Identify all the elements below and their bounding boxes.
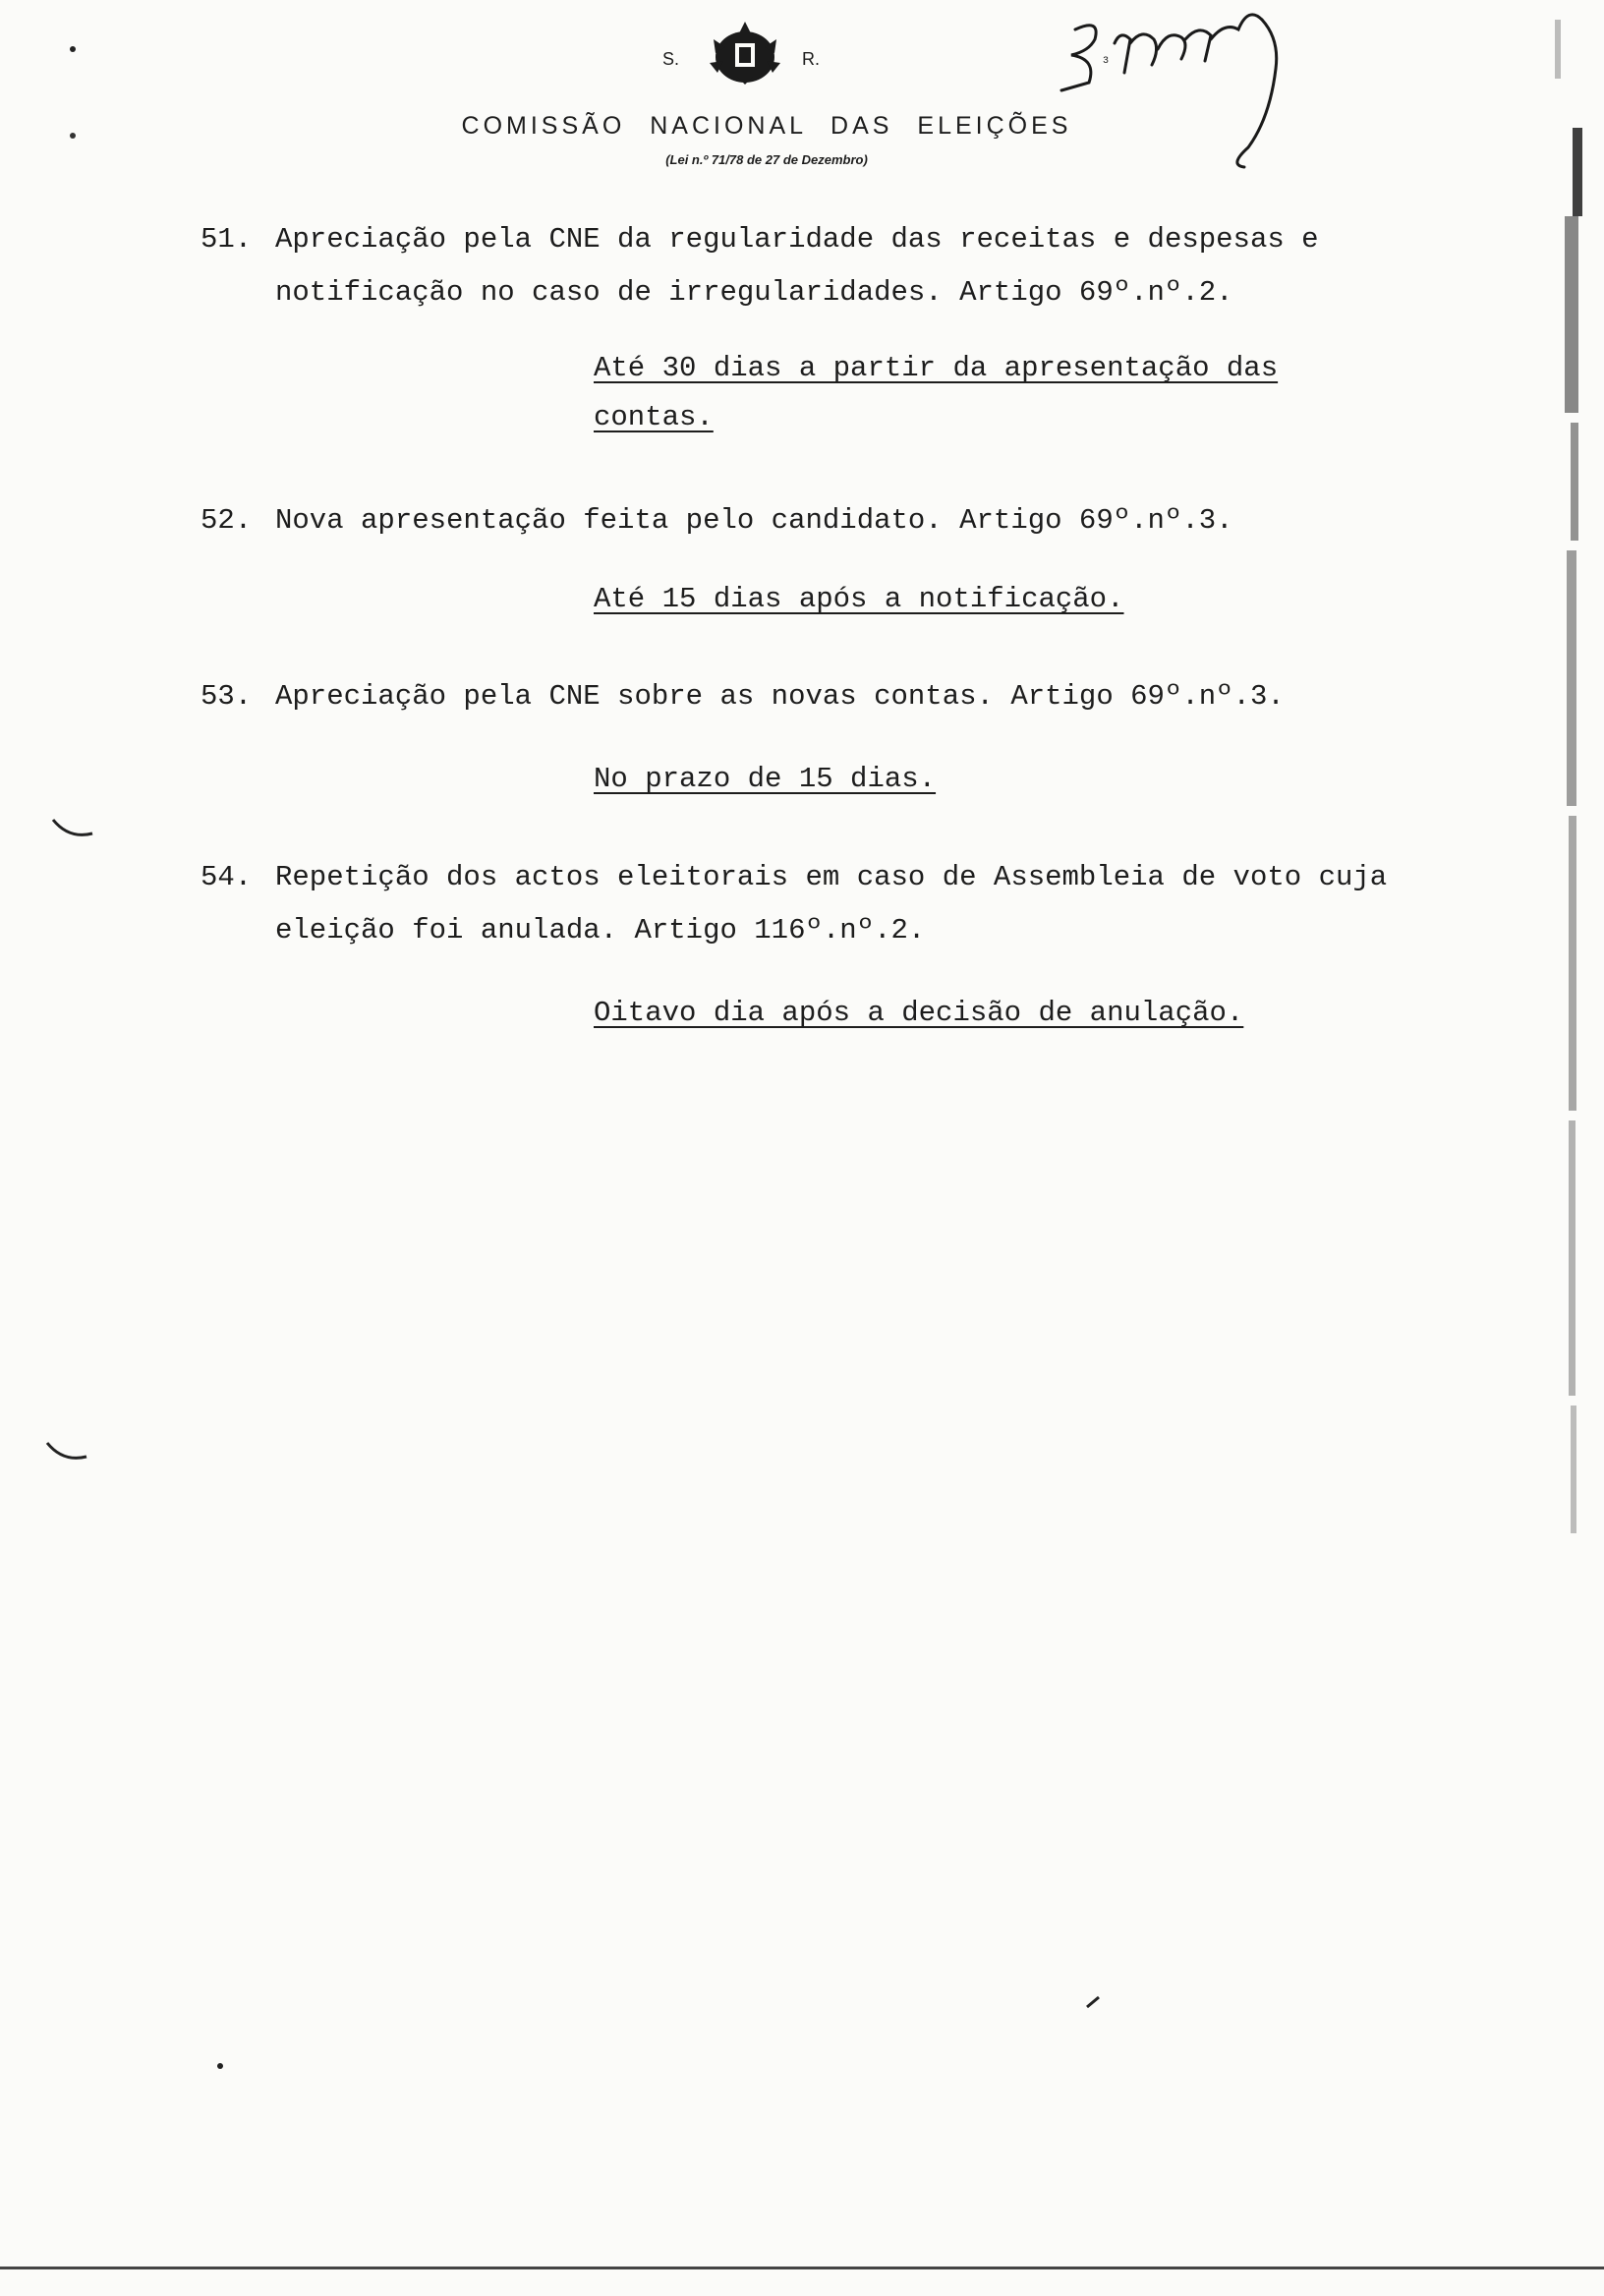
- organization-title: COMISSÃO NACIONAL DAS ELEIÇÕES: [461, 112, 1072, 140]
- item-number: 51.: [200, 223, 253, 256]
- list-item: [200, 851, 1518, 957]
- page-bottom-rule: [0, 2267, 1604, 2269]
- handwritten-number: 3: [1103, 56, 1110, 67]
- item-text: Repetição dos actos eleitorais em caso de Assembleia de voto cuja eleição foi anulada. Artigo 116º.nº.2.: [275, 861, 1388, 947]
- item-deadline: Até 30 dias a partir da apresentação das contas.: [594, 352, 1279, 433]
- punch-hole-mark: [43, 1439, 92, 1468]
- item-deadline: No prazo de 15 dias.: [594, 763, 937, 795]
- scan-dot: [1081, 1985, 1111, 2015]
- item-text: Apreciação pela CNE da regularidade das receitas e despesas e notificação no caso de irregularidades. Artigo 69º.nº.2.: [275, 223, 1319, 309]
- item-number: 52.: [200, 504, 253, 537]
- punch-hole-mark: [49, 816, 98, 845]
- item-text: Nova apresentação feita pelo candidato. Artigo 69º.nº.3.: [275, 504, 1233, 537]
- item-number: 53.: [200, 680, 253, 713]
- law-reference: (Lei n.º 71/78 de 27 de Dezembro): [665, 152, 868, 167]
- item-deadline: Até 15 dias após a notificação.: [594, 583, 1124, 615]
- seal-letter-s: S.: [662, 49, 680, 69]
- item-number: 54.: [200, 861, 253, 893]
- coat-of-arms-icon: [696, 20, 794, 88]
- scan-dot: [212, 2058, 228, 2074]
- letterhead-seal: [649, 20, 845, 88]
- seal-letter-r: R.: [802, 49, 820, 69]
- list-item: [200, 494, 1518, 547]
- scan-edge-noise: [1535, 0, 1604, 1553]
- scan-dot: [65, 41, 81, 149]
- list-item: [200, 213, 1518, 319]
- handwritten-signature: [1052, 0, 1405, 182]
- item-text: Apreciação pela CNE sobre as novas contas. Artigo 69º.nº.3.: [275, 680, 1285, 713]
- item-deadline: Oitavo dia após a decisão de anulação.: [594, 997, 1244, 1029]
- list-item: [200, 670, 1518, 723]
